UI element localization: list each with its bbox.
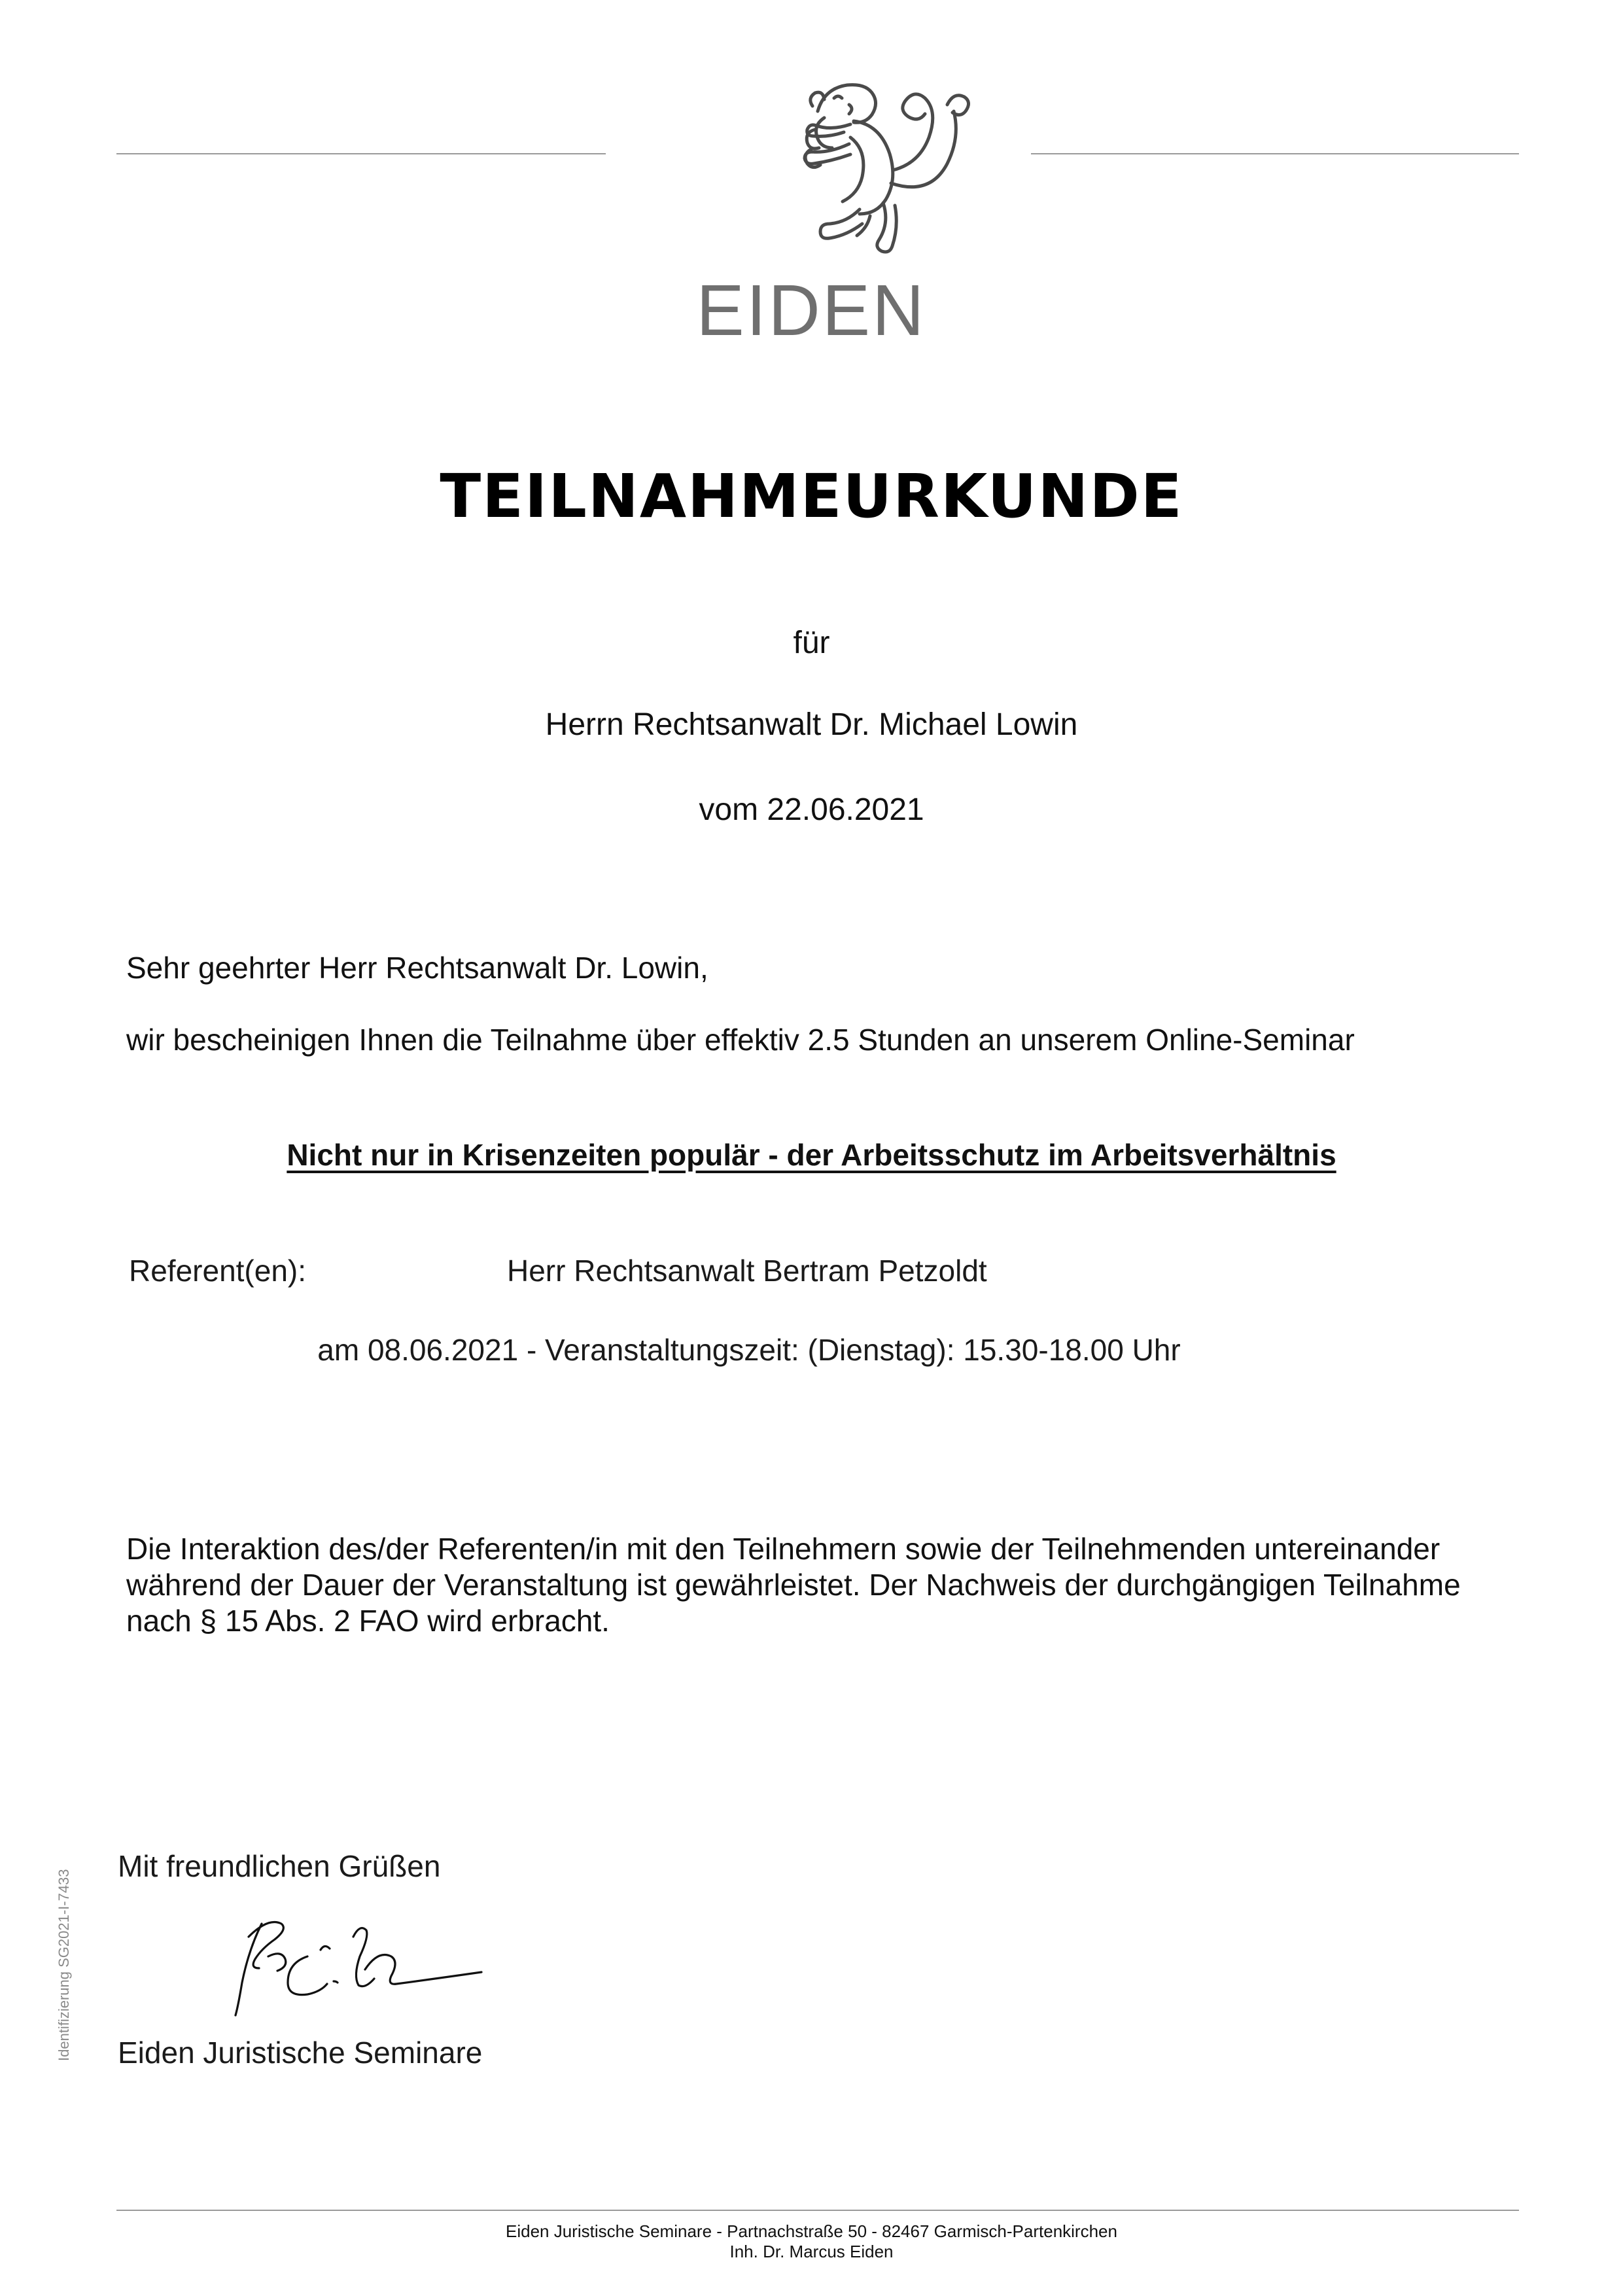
issue-date: vom 22.06.2021 (699, 792, 924, 827)
referent-label: Referent(en): (129, 1254, 307, 1288)
seminar-title (0, 1137, 1623, 1173)
footer-address: Eiden Juristische Seminare - Partnachstraße 50 - 82467 Garmisch-Partenkirchen (506, 2221, 1117, 2241)
footer-rule (116, 2210, 1519, 2211)
recipient-name: Herrn Rechtsanwalt Dr. Michael Lowin (545, 707, 1078, 742)
sender: Eiden Juristische Seminare (118, 2036, 483, 2070)
side-identifier: Identifizierung SG2021-I-7433 (56, 1869, 72, 2061)
salutation: Sehr geehrter Herr Rechtsanwalt Dr. Lowin, (126, 951, 708, 985)
footer (0, 2221, 1623, 2262)
header-rule-right (1031, 153, 1519, 154)
closing: Mit freundlichen Grüßen (118, 1849, 441, 1883)
footer-owner: Inh. Dr. Marcus Eiden (729, 2242, 894, 2262)
for-label: für (793, 626, 830, 660)
document-title: TEILNAHMEURKUNDE (440, 461, 1183, 531)
header-rule-left (116, 153, 606, 154)
signature-image (222, 1911, 497, 2022)
seminar-title-text: Nicht nur in Krisenzeiten populär - der Arbeitsschutz im Arbeitsverhältnis (287, 1138, 1336, 1172)
interaction-text: Die Interaktion des/der Referenten/in mit den Teilnehmern sowie der Teilnehmenden untereinander während der Dauer der Veranstaltung ist gewährleistet. Der Nachweis der durchgängigen Teilnahme nach § 15 Abs. 2 FAO wird erbracht. (126, 1532, 1461, 1638)
event-time: am 08.06.2021 - Veranstaltungszeit: (Dienstag): 15.30-18.00 Uhr (317, 1333, 1181, 1367)
brand-wordmark: EIDEN (696, 270, 926, 351)
certification-text: wir bescheinigen Ihnen die Teilnahme über effektiv 2.5 Stunden an unserem Online-Seminar (126, 1023, 1355, 1057)
rampant-lion-icon (772, 72, 988, 288)
referent-name: Herr Rechtsanwalt Bertram Petzoldt (507, 1254, 987, 1288)
